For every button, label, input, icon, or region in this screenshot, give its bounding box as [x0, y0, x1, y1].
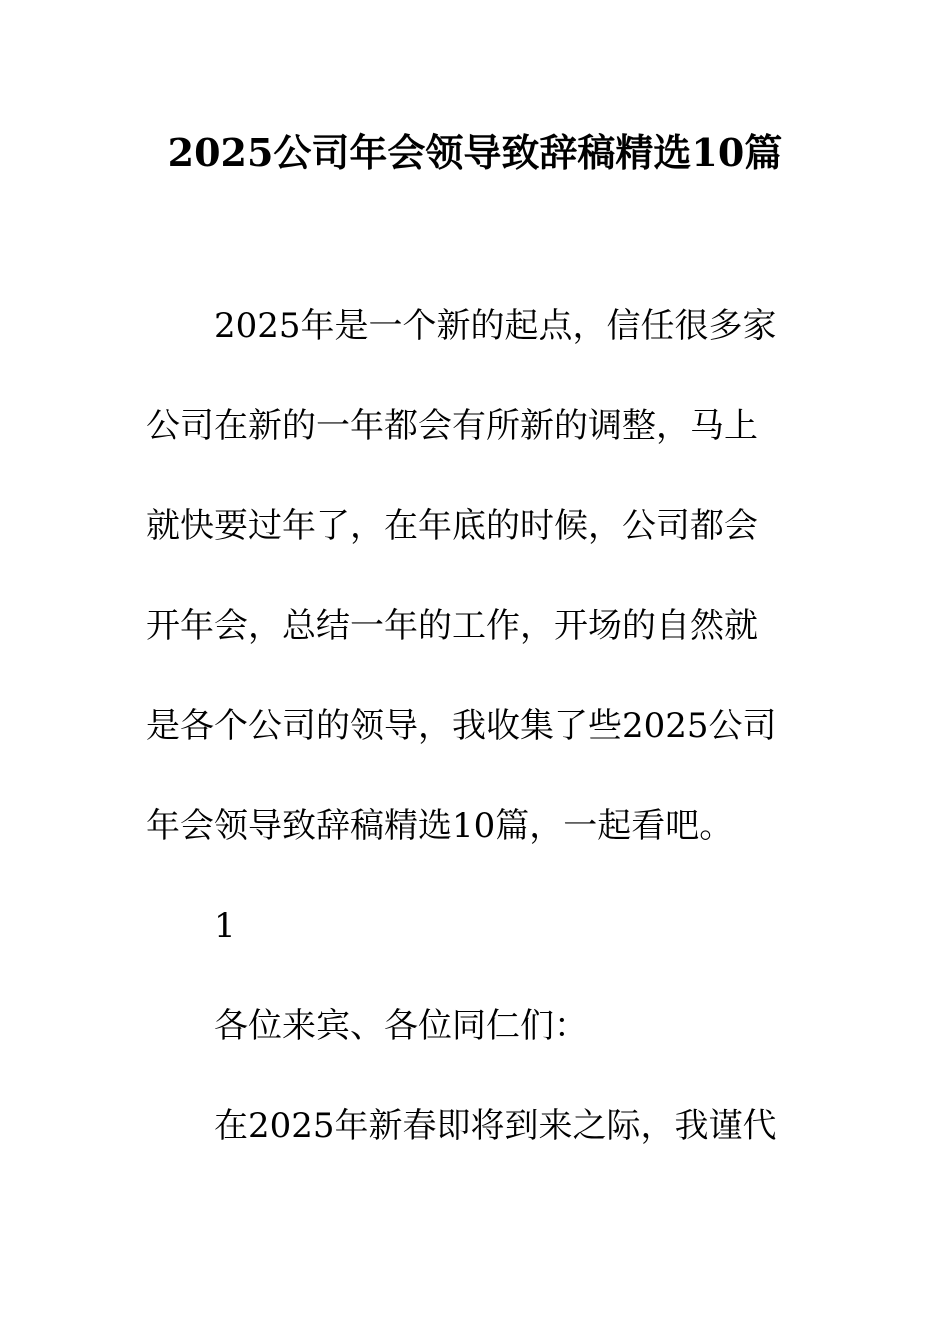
intro-line-1: 2025年是一个新的起点，信任很多家: [214, 306, 777, 346]
intro-line-5: 是各个公司的领导，我收集了些2025公司: [146, 706, 777, 746]
intro-line-2: 公司在新的一年都会有所新的调整，马上: [146, 406, 758, 446]
salutation: 各位来宾、各位同仁们：: [214, 1006, 588, 1046]
section-number: 1: [214, 906, 236, 946]
intro-line-6: 年会领导致辞稿精选10篇，一起看吧。: [146, 806, 734, 846]
intro-line-3: 就快要过年了，在年底的时候，公司都会: [146, 506, 758, 546]
body-first-line: 在2025年新春即将到来之际，我谨代: [214, 1106, 777, 1146]
document-title: 2025公司年会领导致辞稿精选10篇: [167, 130, 783, 175]
intro-line-4: 开年会，总结一年的工作，开场的自然就: [146, 606, 758, 646]
